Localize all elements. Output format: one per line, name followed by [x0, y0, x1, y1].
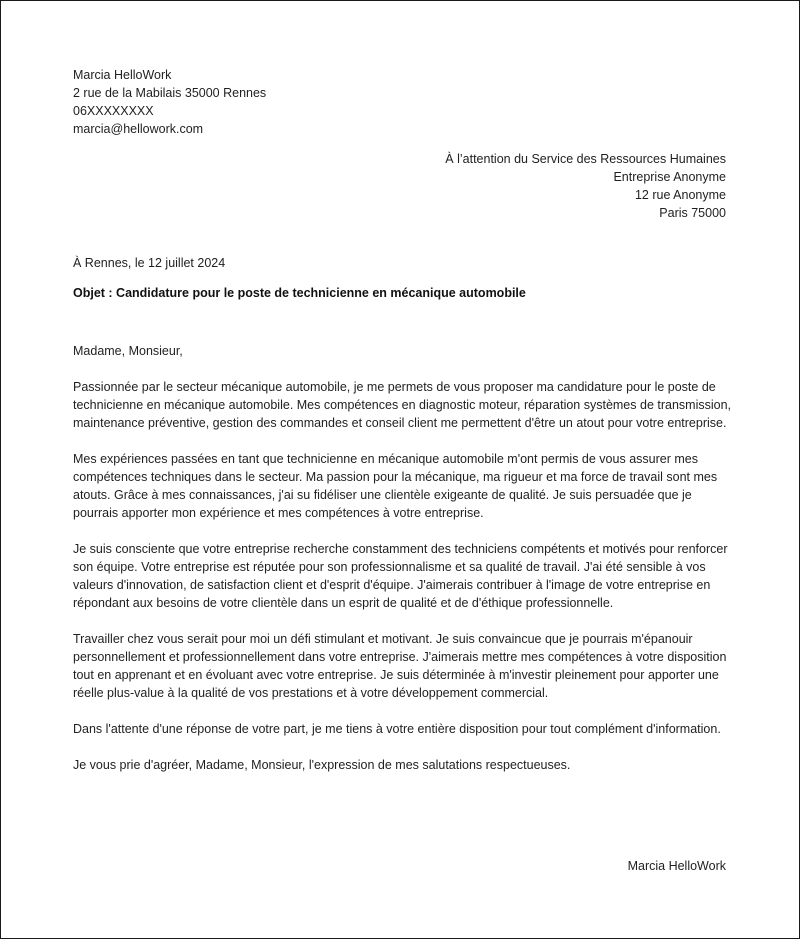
body-paragraph: Je suis consciente que votre entreprise recherche constamment des techniciens compétents et motivés pour renforcer son équipe. Votre entreprise est réputée pour son professionnalisme et sa qualité de travail. J'ai été sensible à vos valeurs d'innovation, de satisfaction client et d'esprit d'équipe. J'aimerais contribuer à l'image de votre entreprise en répondant aux besoins de votre clientèle dans un esprit de qualité et de d'éthique professionnelle.: [73, 542, 728, 610]
body-paragraph: Passionnée par le secteur mécanique automobile, je me permets de vous proposer ma candidature pour le poste de technicienne en mécanique automobile. Mes compétences en diagnostic moteur, réparation systèmes de transmission, maintenance préventive, gestion des commandes et conseil client me permettent d'être un atout pour votre entreprise.: [73, 380, 731, 430]
recipient-city: Paris 75000: [659, 206, 726, 220]
sender-address: 2 rue de la Mabilais 35000 Rennes: [73, 86, 267, 100]
date-line: À Rennes, le 12 juillet 2024: [73, 256, 226, 270]
body-paragraph: Mes expériences passées en tant que technicienne en mécanique automobile m'ont permis de vous assurer mes compétences techniques dans le secteur. Ma passion pour la mécanique, ma rigueur et ma force de travail sont mes atouts. Grâce à mes connaissances, j'ai su fidéliser une clientèle exigeante de qualité. Je suis persuadée que je pourrais apporter mon expérience et mes compétences à votre entreprise.: [73, 452, 718, 520]
sender-phone: 06XXXXXXXX: [73, 104, 154, 118]
sender-block: [73, 66, 266, 138]
recipient-street: 12 rue Anonyme: [634, 188, 726, 202]
recipient-attention: À l’attention du Service des Ressources Humaines: [445, 152, 726, 166]
sender-name: Marcia HelloWork: [73, 68, 172, 82]
signature: Marcia HelloWork: [627, 859, 726, 873]
recipient-block: [445, 150, 726, 222]
body-paragraph: Travailler chez vous serait pour moi un défi stimulant et motivant. Je suis convaincue que je pourrais m'épanouir personnellement et professionnellement dans votre entreprise. J'aimerais mettre mes compétences à votre disposition tout en apprenant et en évoluant avec votre entreprise. Je suis déterminée à m'investir pleinement pour apporter une réelle plus-value à la qualité de vos prestations et à votre développement commercial.: [73, 632, 727, 700]
salutation: Madame, Monsieur,: [73, 344, 183, 358]
subject-line: Objet : Candidature pour le poste de technicienne en mécanique automobile: [73, 286, 526, 300]
sender-email: marcia@hellowork.com: [73, 122, 204, 136]
letter-body: [73, 342, 733, 792]
recipient-company: Entreprise Anonyme: [613, 170, 726, 184]
body-paragraph: Dans l'attente d'une réponse de votre part, je me tiens à votre entière disposition pour tout complément d'information.: [73, 722, 721, 736]
closing-paragraph: Je vous prie d'agréer, Madame, Monsieur, l'expression de mes salutations respectueuses.: [73, 758, 571, 772]
